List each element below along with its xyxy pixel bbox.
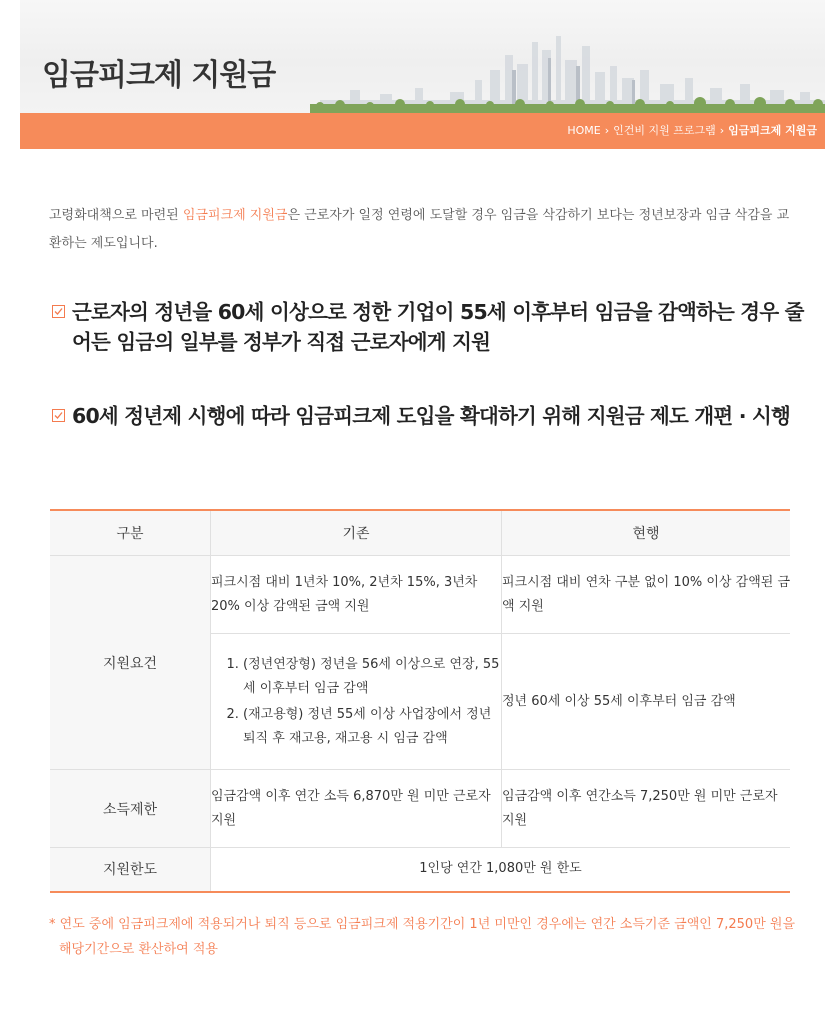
cell-existing-income-limit: 임금감액 이후 연간 소득 6,870만 원 미만 근로자 지원 bbox=[211, 770, 502, 848]
cell-support-limit: 1인당 연간 1,080만 원 한도 bbox=[211, 848, 791, 892]
key-point-1 bbox=[52, 297, 812, 357]
breadcrumb-labor-cost-program[interactable]: 인건비 지원 프로그램 bbox=[613, 124, 716, 137]
list-item: 2. (재고용형) 정년 55세 이상 사업장에서 정년퇴직 후 재고용, 재고용 시 임금 감액 bbox=[243, 703, 501, 751]
breadcrumb bbox=[567, 113, 817, 149]
key-point-2-text: 60세 정년제 시행에 따라 임금피크제 도입을 확대하기 위해 지원금 제도 개편 · 시행 bbox=[72, 404, 791, 428]
row-header-income-limit: 소득제한 bbox=[50, 770, 211, 848]
page-title: 임금피크제 지원금 bbox=[42, 58, 276, 93]
cell-current-requirement-1: 피크시점 대비 연차 구분 없이 10% 이상 감액된 금액 지원 bbox=[502, 556, 791, 634]
intro-text-after: 은 근로자가 일정 연령에 도달할 경우 임금을 삭감하기 보다는 정년보장과 임금 삭감을 교환하는 제도입니다. bbox=[49, 208, 790, 251]
breadcrumb-home[interactable]: HOME bbox=[567, 124, 601, 137]
col-header-category: 구분 bbox=[50, 510, 211, 556]
table-header-row bbox=[50, 510, 790, 556]
cell-current-income-limit: 임금감액 이후 연간소득 7,250만 원 미만 근로자 지원 bbox=[502, 770, 791, 848]
footnote: * 연도 중에 임금피크제에 적용되거나 퇴직 등으로 임금피크제 적용기간이 1년 미만인 경우에는 연간 소득기준 금액인 7,250만 원을 해당기간으로 환산하여 적용 bbox=[49, 917, 796, 957]
table-row bbox=[50, 848, 790, 892]
cell-existing-requirement-2 bbox=[211, 634, 502, 770]
requirement-list bbox=[211, 653, 501, 751]
checkbox-icon bbox=[52, 305, 65, 318]
table-row bbox=[50, 770, 790, 848]
breadcrumb-current[interactable]: 임금피크제 지원금 bbox=[728, 124, 817, 137]
chevron-right-icon: › bbox=[604, 124, 610, 137]
key-point-1-text: 근로자의 정년을 60세 이상으로 정한 기업이 55세 이후부터 임금을 감액하는 경우 줄어든 임금의 일부를 정부가 직접 근로자에게 지원 bbox=[72, 300, 804, 354]
key-point-2 bbox=[52, 401, 812, 431]
list-item: 1. (정년연장형) 정년을 56세 이상으로 연장, 55세 이후부터 임금 감액 bbox=[243, 653, 501, 701]
checkbox-icon bbox=[52, 409, 65, 422]
table-row bbox=[50, 556, 790, 634]
intro-text bbox=[49, 202, 794, 258]
comparison-table bbox=[50, 509, 790, 893]
breadcrumb-bar bbox=[20, 113, 825, 149]
col-header-existing: 기존 bbox=[211, 510, 502, 556]
chevron-right-icon: › bbox=[719, 124, 725, 137]
page-header bbox=[20, 0, 825, 113]
cell-existing-requirement-1: 피크시점 대비 1년차 10%, 2년차 15%, 3년차 20% 이상 감액된 금액 지원 bbox=[211, 556, 502, 634]
intro-highlight: 임금피크제 지원금 bbox=[182, 208, 288, 223]
intro-text-before: 고령화대책으로 마련된 bbox=[49, 208, 183, 223]
cell-current-requirement-2: 정년 60세 이상 55세 이후부터 임금 감액 bbox=[502, 634, 791, 770]
col-header-current: 현행 bbox=[502, 510, 791, 556]
row-header-support-requirements: 지원요건 bbox=[50, 556, 211, 770]
row-header-support-limit: 지원한도 bbox=[50, 848, 211, 892]
